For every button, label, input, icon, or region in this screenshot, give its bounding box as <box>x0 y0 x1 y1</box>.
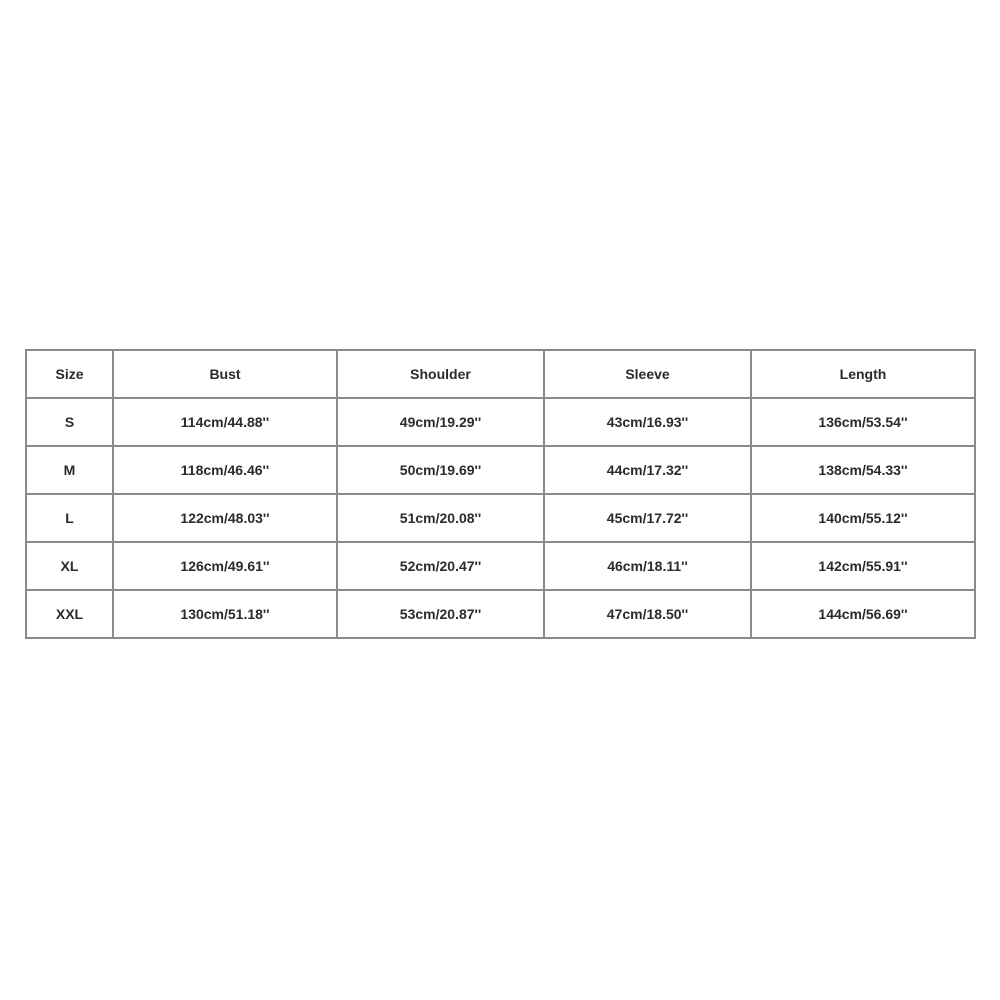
cell-shoulder: 50cm/19.69'' <box>337 446 544 494</box>
cell-length: 138cm/54.33'' <box>751 446 975 494</box>
cell-length: 142cm/55.91'' <box>751 542 975 590</box>
cell-shoulder: 53cm/20.87'' <box>337 590 544 638</box>
header-size: Size <box>26 350 113 398</box>
table-row <box>26 494 975 542</box>
cell-sleeve: 44cm/17.32'' <box>544 446 751 494</box>
cell-size: L <box>26 494 113 542</box>
header-bust: Bust <box>113 350 337 398</box>
cell-length: 140cm/55.12'' <box>751 494 975 542</box>
header-sleeve: Sleeve <box>544 350 751 398</box>
table-row <box>26 542 975 590</box>
cell-size: XL <box>26 542 113 590</box>
cell-shoulder: 51cm/20.08'' <box>337 494 544 542</box>
cell-sleeve: 43cm/16.93'' <box>544 398 751 446</box>
table-row <box>26 398 975 446</box>
cell-bust: 126cm/49.61'' <box>113 542 337 590</box>
cell-sleeve: 47cm/18.50'' <box>544 590 751 638</box>
size-chart-table <box>25 349 976 639</box>
cell-sleeve: 45cm/17.72'' <box>544 494 751 542</box>
header-shoulder: Shoulder <box>337 350 544 398</box>
cell-size: S <box>26 398 113 446</box>
table-row <box>26 590 975 638</box>
header-length: Length <box>751 350 975 398</box>
cell-length: 144cm/56.69'' <box>751 590 975 638</box>
table-row <box>26 446 975 494</box>
cell-shoulder: 49cm/19.29'' <box>337 398 544 446</box>
cell-bust: 118cm/46.46'' <box>113 446 337 494</box>
cell-bust: 114cm/44.88'' <box>113 398 337 446</box>
cell-bust: 130cm/51.18'' <box>113 590 337 638</box>
table-header-row <box>26 350 975 398</box>
cell-length: 136cm/53.54'' <box>751 398 975 446</box>
cell-size: XXL <box>26 590 113 638</box>
cell-size: M <box>26 446 113 494</box>
cell-shoulder: 52cm/20.47'' <box>337 542 544 590</box>
cell-bust: 122cm/48.03'' <box>113 494 337 542</box>
cell-sleeve: 46cm/18.11'' <box>544 542 751 590</box>
